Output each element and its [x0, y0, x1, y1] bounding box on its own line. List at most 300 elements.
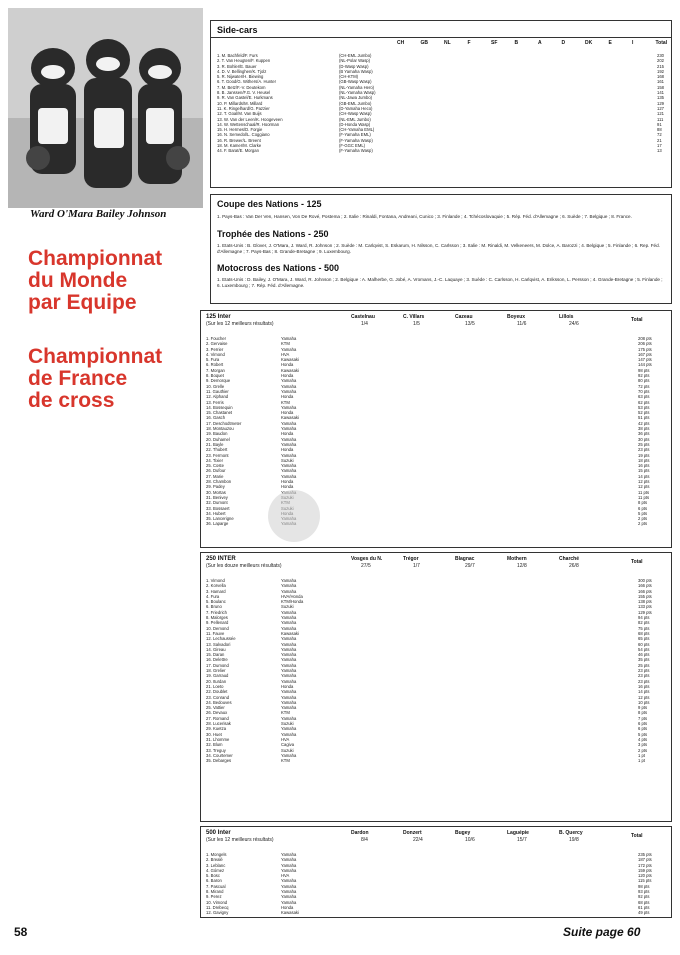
rider-bike: Yamaha [281, 583, 297, 589]
rider-bike: (F-Yamaha Wasp) [339, 148, 373, 154]
rider-name: 29. Kuetza [206, 726, 227, 732]
rider-total: 21 [657, 137, 662, 143]
total-header: Total [631, 833, 643, 839]
rider-bike: Suzuki [281, 457, 294, 463]
rider-total: 12 pts [638, 484, 650, 490]
rider-total: 2 pts [638, 747, 648, 753]
rider-bike: Honda [281, 431, 294, 437]
rider-name: 11. Drebecq [206, 904, 229, 910]
table-row [217, 148, 669, 153]
rider-bike: (CH-Yamaha EML) [339, 127, 375, 133]
venue-date: 10/6 [465, 837, 475, 843]
rider-name: 5. Boulanc [206, 599, 226, 605]
rider-bike: (D-Honda Wasp) [339, 121, 371, 127]
rider-total: 42 pts [638, 420, 650, 426]
rider-bike: (D-Yamaha Heco) [339, 105, 373, 111]
rider-bike: Yamaha [281, 473, 297, 479]
rider-total: 82 pts [638, 620, 650, 626]
nations-500-text: 1. Etats-Unis : D. Bailey, J. O'Mara, J. Ward, R. Johnson ; 2. Belgique : A. Malherbe, G. Jobé, A. Vromans, J.-C. Laquaye ; 3. Suède : C. Carlsson, H. Carlqvist, A. Eriksson, L. Persson ; 4. Grande-Bretagne ; 5. Finlande ; 6. Luxembourg ; 7. Rép. Féd. d'Allemagne. [217, 277, 663, 288]
rider-name: 44. F. Barat/E. Morgan [217, 148, 259, 154]
rider-total: 53 pts [638, 404, 650, 410]
rider-name: 16. N. Semedol/L. Coggiano [217, 132, 270, 138]
country-header: A [538, 40, 542, 46]
rider-total: 168 [657, 74, 664, 80]
c500-venue-headers [201, 830, 671, 848]
rider-bike: Yamaha [281, 426, 297, 432]
rider-total: 80 pts [638, 378, 650, 384]
rider-total: 62 pts [638, 399, 650, 405]
rider-total: 121 [657, 111, 664, 117]
rider-bike: Yamaha [281, 346, 297, 352]
rider-name: 18. Grelier [206, 668, 226, 674]
rider-bike: (NL-Jawa Jumbo) [339, 95, 373, 101]
rider-name: 6. Bruno [206, 604, 222, 610]
rider-total: 5 pts [638, 510, 648, 516]
rider-name: 4. Fura [206, 593, 220, 599]
rider-total: 63 pts [638, 394, 650, 400]
sidecars-country-headers [211, 40, 671, 48]
rider-total: 3 pts [638, 742, 648, 748]
rider-bike: Yamaha [281, 620, 297, 626]
rider-total: 75 pts [638, 625, 650, 631]
country-header: CH [397, 40, 405, 46]
rider-total: 129 pts [638, 609, 652, 615]
rider-total: 11 pts [638, 494, 650, 500]
venue-name: Bugey [455, 830, 471, 836]
rider-total: 2 pts [638, 521, 648, 527]
rider-name: 26. Dufour [206, 468, 226, 474]
rider-bike: Yamaha [281, 436, 297, 442]
c250-subtitle: (Sur les douze meilleurs résultats) [206, 563, 282, 569]
rider-total: 192 [657, 68, 664, 74]
rider-bike: Yamaha [281, 668, 297, 674]
rider-total: 94 pts [638, 615, 650, 621]
rider-total: 8 pts [638, 500, 648, 506]
rider-total: 88 [657, 127, 662, 133]
headline-line: de cross [28, 389, 115, 412]
rider-total: 12 pts [638, 694, 650, 700]
rider-bike: Honda [281, 447, 294, 453]
rider-total: 135 [657, 95, 664, 101]
rider-name: 4. Vimond [206, 351, 225, 357]
rider-total: 9 pts [638, 705, 648, 711]
rider-bike: Yamaha [281, 641, 297, 647]
rider-name: 14. Gireau [206, 646, 226, 652]
rider-name: 1. Vimond [206, 578, 225, 583]
headline-world-team [28, 248, 162, 314]
rider-name: 35. Lancerigne [206, 516, 234, 522]
nations-250-text: 1. Etats-Unis : B. Glover, J. O'Mara, J. Ward, R. Johnson ; 2. Suède : M. Carlqvist, S. Eskarum, H. Nilsson, C. Carlsson ; 3. Italie : M. Rinaldi, M. Velkeneers, M. Dolce, A. Barozzi ; 4. Belgique ; 5. Finlande ; 6. Rep. Féd. d'Allemagne ; 7. Pays-Bas ; 8. Grande-Bretagne ; 9. Luxembourg. [217, 243, 660, 254]
rider-bike: Yamaha [281, 867, 297, 873]
rider-total: 133 pts [638, 604, 652, 610]
c500-subtitle: (Sur les 12 meilleurs résultats) [206, 837, 274, 843]
rider-name: 21. Loeto [206, 683, 224, 689]
rider-name: 7. M. Betz/F.-V. Deutekom [217, 84, 266, 90]
rider-bike: Yamaha [281, 883, 297, 889]
rider-total: 60 pts [638, 641, 650, 647]
rider-bike: Kawasaki [281, 367, 299, 373]
rider-name: 14. Bossequin [206, 404, 233, 410]
country-header: B [514, 40, 519, 46]
total-header: Total [631, 317, 643, 323]
rider-total: 70 pts [638, 388, 650, 394]
rider-total: 7 pts [638, 715, 648, 721]
rider-name: 11. Gauthier [206, 388, 229, 394]
rider-total: 215 [657, 63, 664, 69]
rider-total: 38 pts [638, 426, 650, 432]
rider-bike: KTM [281, 341, 290, 347]
rider-bike: (F-Yamaha Wasp) [339, 137, 373, 143]
rider-total: 166 pts [638, 583, 652, 589]
sidecars-title: Side-cars [217, 25, 258, 35]
rider-name: 3. Hamard [206, 588, 226, 594]
country-header: NL [444, 40, 451, 46]
rider-total: 6 pts [638, 726, 648, 732]
headline-line: par Equipe [28, 291, 137, 314]
venue-name: Charché [559, 556, 580, 562]
rider-total: 51 pts [638, 415, 650, 421]
rider-name: 4. Gómez [206, 867, 225, 873]
rider-bike: Yamaha [281, 852, 297, 857]
rider-total: 30 pts [638, 436, 650, 442]
c125-title: 125 Inter [206, 314, 231, 320]
table-row [206, 758, 668, 763]
rider-total: 159 pts [638, 867, 652, 873]
rider-total: 46 pts [638, 652, 650, 658]
rider-bike: (NL-EML Jumbo) [339, 116, 371, 122]
rider-bike: Yamaha [281, 646, 297, 652]
rider-name: 27. Romand [206, 715, 229, 721]
rider-bike: Suzuki [281, 604, 294, 610]
venue-name: Cazeau [455, 314, 473, 320]
rider-bike: Yamaha [281, 878, 297, 884]
rider-bike: Yamaha [281, 378, 297, 384]
rider-bike: Honda [281, 479, 294, 485]
rider-name: 9. Perez [206, 894, 222, 900]
rider-name: 8. Boquet [206, 373, 224, 379]
rider-total: 18 pts [638, 457, 650, 463]
rider-bike: Yamaha [281, 404, 297, 410]
magazine-watermark [268, 490, 320, 542]
venue-date: 24/6 [569, 321, 579, 327]
c125-venue-headers [201, 314, 671, 332]
nations-250-title: Trophée des Nations - 250 [217, 229, 329, 239]
nations-125-text: 1. Pays-Bas : Van Der Ven, Hansen, Von De Rové, Postema ; 2. Italie : Rinaldi, Fontana, Andreani, Cunico ; 3. Finlande ; 4. Tchécoslovaquie ; 5. Rép. Féd. d'Allemagne ; 6. Suède ; 7. Belgique ; 8. France. [217, 214, 632, 219]
rider-total: 6 pts [638, 505, 648, 511]
rider-name: 2. T. Van Heugten/F. Kuppen [217, 58, 271, 64]
rider-bike: Yamaha [281, 336, 297, 341]
rider-bike: (CH-Wasp Wasp) [339, 111, 372, 117]
rider-name: 12. Lechaussée [206, 636, 236, 642]
rider-bike: KTM [281, 758, 290, 764]
rider-total: 111 [657, 116, 664, 122]
rider-name: 1. Foucher [206, 336, 227, 341]
nations-500-title: Motocross des Nations - 500 [217, 263, 340, 273]
rider-total: 175 pts [638, 346, 652, 352]
rider-total: 10 pts [638, 699, 650, 705]
rider-bike: Yamaha [281, 894, 297, 900]
rider-total: 15 pts [638, 468, 650, 474]
rider-total: 144 pts [638, 362, 652, 368]
venue-date: 12/8 [517, 563, 527, 569]
rider-total: 14 pts [638, 689, 650, 695]
rider-name: 2. Gervaise [206, 341, 228, 347]
venue-date: 15/7 [517, 837, 527, 843]
c500-table [206, 852, 668, 916]
rider-total: 25 pts [638, 441, 650, 447]
rider-name: 30. Huet [206, 731, 222, 737]
rider-name: 34. Courtemer [206, 752, 233, 758]
rider-name: 13. W. Van der Leen/K. Hoogeveen [217, 116, 283, 122]
rider-name: 22. Thubert [206, 447, 228, 453]
rider-name: 25. Vattier [206, 705, 225, 711]
rider-total: 23 pts [638, 673, 650, 679]
venue-date: 8/4 [361, 837, 368, 843]
rider-total: 16 pts [638, 463, 650, 469]
rider-bike: Yamaha [281, 715, 297, 721]
rider-name: 10. Demond [206, 625, 229, 631]
rider-bike: Yamaha [281, 694, 297, 700]
rider-name: 36. Laparge [206, 521, 229, 527]
rider-total: 54 pts [638, 646, 650, 652]
rider-name: 12. Gavigny [206, 910, 229, 916]
rider-total: 141 [657, 90, 664, 96]
rider-name: 8. Mirand [206, 889, 224, 895]
rider-bike: (F-GGC EML) [339, 143, 366, 149]
rider-name: 2. Brealé [206, 857, 223, 863]
country-header: E [608, 40, 612, 46]
venue-date: 1/7 [413, 563, 420, 569]
rider-name: 33. Treguy [206, 747, 226, 753]
rider-bike: Yamaha [281, 705, 297, 711]
rider-bike: Yamaha [281, 468, 297, 474]
c250-title: 250 INTER [206, 556, 236, 562]
venue-name: C. Villars [403, 314, 425, 320]
rider-name: 16. R. Brewer/L. Breent [217, 137, 261, 143]
rider-name: 20. Duhamel [206, 436, 230, 442]
rider-bike: KTM [281, 399, 290, 405]
rider-bike: Yamaha [281, 857, 297, 863]
country-header: SF [491, 40, 498, 46]
rider-name: 15. Daran [206, 652, 225, 658]
rider-bike: Yamaha [281, 699, 297, 705]
rider-name: 10. Vimond [206, 899, 228, 905]
rider-total: 23 pts [638, 447, 650, 453]
rider-name: 33. Bossaert [206, 505, 230, 511]
rider-bike: Yamaha [281, 383, 297, 389]
rider-bike: Yamaha [281, 463, 297, 469]
rider-total: 230 [657, 53, 664, 58]
country-header: Total [655, 40, 668, 46]
rider-total: 235 pts [638, 852, 652, 857]
rider-name: 9. Pellenard [206, 620, 229, 626]
venue-name: Blagnac [455, 556, 475, 562]
rider-bike: Kawasaki [281, 357, 299, 363]
rider-bike: Yamaha [281, 862, 297, 868]
rider-bike: KTM [281, 710, 290, 716]
rider-name: 9. R. Van Gastel/E. Hurkmans [217, 95, 273, 101]
rider-name: 24. Tixier [206, 457, 223, 463]
rider-bike: Kawasaki [281, 415, 299, 421]
venue-name: B. Quercy [559, 830, 583, 836]
rider-total: 98 pts [638, 883, 650, 889]
table-row [206, 910, 668, 915]
headline-line: de France [28, 367, 128, 390]
rider-name: 20. Iturdan [206, 678, 227, 684]
rider-name: 7. Morgan [206, 367, 225, 373]
rider-name: 13. Salvadori [206, 641, 231, 647]
rider-name: 3. Leblanc [206, 862, 226, 868]
venue-name: Laguépie [507, 830, 529, 836]
rider-total: 93 pts [638, 889, 650, 895]
rider-total: 161 [657, 79, 664, 85]
rider-name: 32. Dumont [206, 500, 228, 506]
country-header: F [467, 40, 471, 46]
rider-name: 12. Alphand [206, 394, 229, 400]
rider-bike: Yamaha [281, 615, 297, 621]
rider-bike: Yamaha [281, 588, 297, 594]
rider-name: 25. Coste [206, 463, 224, 469]
rider-name: 7. Pascual [206, 883, 226, 889]
rider-total: 92 pts [638, 894, 650, 900]
rider-name: 17. Dumond [206, 662, 229, 668]
venue-name: Boyeux [507, 314, 526, 320]
rider-total: 14 pts [638, 473, 650, 479]
rider-name: 9. Demorque [206, 378, 231, 384]
rider-bike: HVA/Honda [281, 593, 303, 599]
country-header: DK [585, 40, 593, 46]
rider-name: 4. D. V. Bellinghen/K. Tjolz [217, 68, 267, 74]
rider-total: 36 pts [638, 431, 650, 437]
rider-total: 129 [657, 100, 664, 106]
rider-bike: Honda [281, 394, 294, 400]
rider-bike: Kawasaki [281, 630, 299, 636]
rider-bike: (B Yamaha Wasp) [339, 68, 373, 74]
rider-total: 158 [657, 84, 664, 90]
venue-date: 29/7 [465, 563, 475, 569]
rider-name: 1. M. Bachfeld/F. Furs [217, 53, 258, 58]
rider-bike: Honda [281, 410, 294, 416]
rider-bike: HVA [281, 351, 290, 357]
rider-bike: Yamaha [281, 689, 297, 695]
rider-total: 91 [657, 121, 662, 127]
rider-name: 35. Debarges [206, 758, 232, 764]
rider-bike: Kawasaki [281, 910, 299, 916]
rider-bike: (CH-KTM) [339, 74, 359, 80]
rider-total: 1 pt [638, 758, 645, 764]
photo-caption: Ward O'Mara Bailey Johnson [30, 208, 167, 220]
rider-name: 16. Gasch [206, 415, 226, 421]
rider-name: 22. Doublet [206, 689, 228, 695]
rider-bike: (NL-Polar Wasp) [339, 58, 371, 64]
rider-bike: Honda [281, 904, 294, 910]
rider-total: 23 pts [638, 678, 650, 684]
rider-bike: Yamaha [281, 652, 297, 658]
venue-date: 1/5 [413, 321, 420, 327]
rider-name: 6. Robert [206, 362, 224, 368]
rider-bike: Yamaha [281, 636, 297, 642]
rider-bike: (NL-Yamaha Hero) [339, 84, 375, 90]
rider-name: 26. Devaux [206, 710, 228, 716]
rider-name: 21. Bayle [206, 441, 224, 447]
rider-name: 23. Fermont [206, 452, 229, 458]
rider-name: 3. R. Bohler/E. Bauer [217, 63, 257, 69]
rider-total: 300 pts [638, 578, 652, 583]
rider-name: 19. Garraud [206, 673, 229, 679]
page-number: 58 [14, 925, 28, 939]
rider-total: 25 pts [638, 662, 650, 668]
sidecars-box [210, 20, 672, 188]
c500-box [200, 826, 672, 918]
rider-bike: (GB-Wasp Wasp) [339, 79, 372, 85]
rider-name: 18. Montauzou [206, 426, 234, 432]
rider-name: 15. H. Hermes/D. Forgie [217, 127, 263, 133]
rider-bike: (F-Yamaha EML) [339, 132, 371, 138]
rider-total: 68 pts [638, 630, 650, 636]
rider-name: 15. Chastanet [206, 410, 233, 416]
rider-total: 206 pts [638, 341, 652, 347]
c500-title: 500 Inter [206, 830, 231, 836]
rider-total: 127 [657, 105, 664, 111]
nations-box [210, 194, 672, 304]
rider-total: 11 pts [638, 489, 650, 495]
rider-total: 4 pts [638, 736, 648, 742]
venue-date: 13/5 [465, 321, 475, 327]
rider-name: 5. Fura [206, 357, 220, 363]
rider-name: 11. Fauve [206, 630, 225, 636]
rider-total: 13 [657, 148, 662, 154]
rider-total: 187 pts [638, 857, 652, 863]
rider-name: 6. T. Good/G. Withers/A. Hunter [217, 79, 277, 85]
rider-name: 18. M. Kamer/M. Clarke [217, 143, 262, 149]
rider-name: 14. W. Wettenschaal/R. Hoorman [217, 121, 280, 127]
rider-bike: Yamaha [281, 625, 297, 631]
headline-france-cross [28, 346, 162, 412]
venue-name: Donzert [403, 830, 422, 836]
rider-name: 2. Korvella [206, 583, 226, 589]
rider-name: 12. T. Goal/M. Van Buijs [217, 111, 262, 117]
venue-name: Lillois [559, 314, 574, 320]
rider-bike: Yamaha [281, 726, 297, 732]
rider-bike: Yamaha [281, 752, 297, 758]
rider-name: 23. Conrand [206, 694, 230, 700]
rider-total: 68 pts [638, 899, 650, 905]
rider-total: 172 pts [638, 862, 652, 868]
rider-bike: Yamaha [281, 657, 297, 663]
nations-125-title: Coupe des Nations - 125 [217, 199, 322, 209]
rider-bike: HVA [281, 736, 290, 742]
rider-bike: (NL-Yamaha Wasp) [339, 90, 376, 96]
rider-bike: (CH-EML Jumbo) [339, 53, 372, 58]
rider-bike: Yamaha [281, 441, 297, 447]
rider-name: 10. P. Millards/M. Millard [217, 100, 263, 106]
venue-date: 26/8 [569, 563, 579, 569]
rider-name: 10. Grelle [206, 383, 225, 389]
team-photo-image [8, 8, 203, 208]
venue-date: 11/6 [517, 321, 527, 327]
rider-bike: Honda [281, 373, 294, 379]
rider-bike: Honda [281, 683, 294, 689]
rider-name: 29. Padey [206, 484, 225, 490]
c250-venue-headers [201, 556, 671, 574]
rider-name: 30. Mortas [206, 489, 226, 495]
divider [211, 37, 671, 38]
rider-bike: Cagiva [281, 742, 295, 748]
rider-bike: Yamaha [281, 578, 297, 583]
rider-total: 35 pts [638, 657, 650, 663]
c250-box [200, 552, 672, 822]
venue-name: Mothern [507, 556, 527, 562]
